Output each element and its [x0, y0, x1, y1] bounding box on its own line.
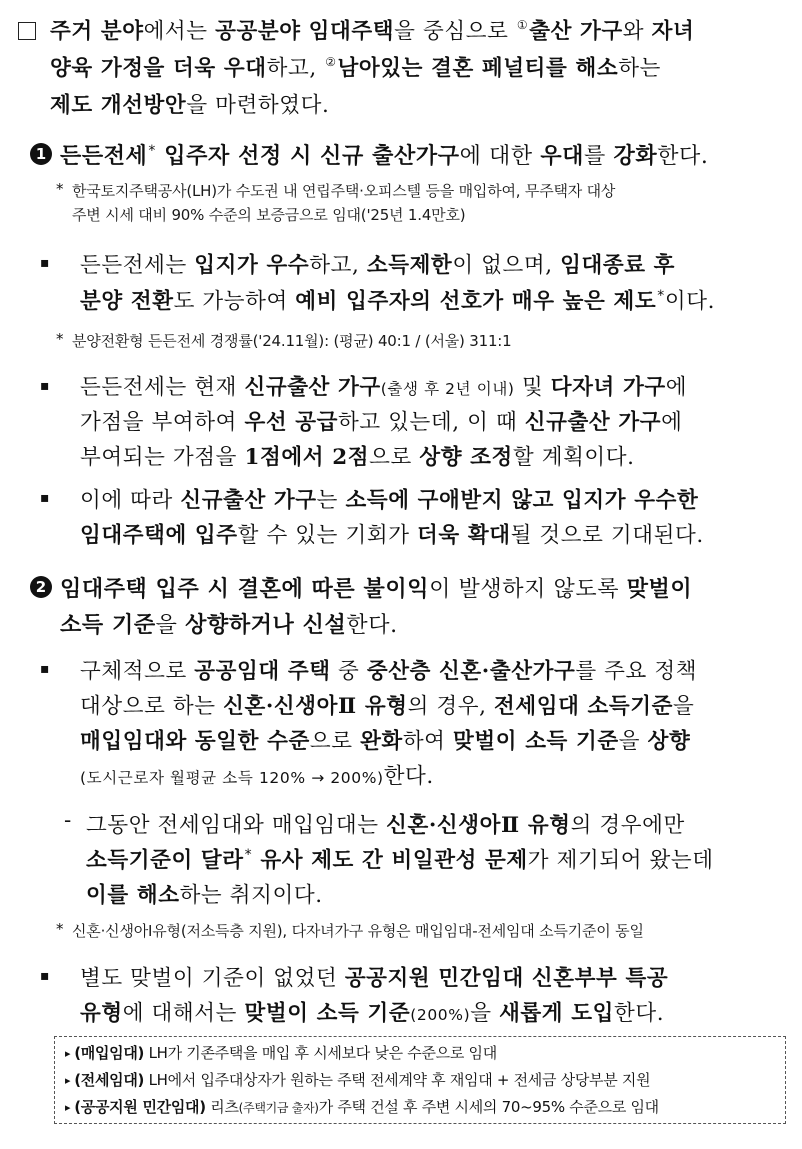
section-1-number: 1	[30, 143, 52, 165]
note-income-standard: 신혼·신생아Ⅰ유형(저소득층 지원), 다자녀가구 유형은 매입임대-전세임대 소득기준이 동일	[72, 922, 644, 940]
dash-mark: -	[64, 808, 72, 833]
s2-b1-line-3: 매입임대와 동일한 수준으로 완화하여 맞벌이 소득 기준을 상향	[80, 729, 691, 754]
s1-b2-line-2: 가점을 부여하여 우선 공급하고 있는데, 이 때 신규출산 가구에	[80, 410, 683, 435]
triangle-bullet-icon: ▸	[65, 1074, 71, 1087]
s2-dash-line-1: 그동안 전세임대와 매입임대는 신혼·신생아Ⅱ 유형의 경우에만	[86, 813, 685, 838]
bullet-icon: ▪	[40, 968, 50, 984]
s2-dash-line-3: 이를 해소하는 취지이다.	[86, 883, 323, 908]
s2-b1-line-4: (도시근로자 월평균 소득 120% → 200%)한다.	[80, 764, 434, 789]
note-asterisk: *	[56, 920, 64, 938]
s2-dash-line-2: 소득기준이 달라* 유사 제도 간 비일관성 문제가 제기되어 왔는데	[86, 847, 714, 873]
note-lh-line-2: 주변 시세 대비 90% 수준의 보증금으로 임대('25년 1.4만호)	[72, 206, 466, 224]
triangle-bullet-icon: ▸	[65, 1101, 71, 1114]
s1-b3-line-2: 임대주택에 입주할 수 있는 기회가 더욱 확대될 것으로 기대된다.	[80, 523, 704, 548]
definitions-box	[54, 1036, 786, 1124]
note-competition: 분양전환형 든든전세 경쟁률('24.11월): (평균) 40:1 / (서울) 311:1	[72, 332, 512, 350]
definition-row-private-lease: ▸ (공공지원 민간임대) 리츠(주택기금 출자)가 주택 건설 후 주변 시세의 70~95% 수준으로 임대	[65, 1098, 659, 1116]
definition-row-purchase-lease: ▸ (매입임대) LH가 기존주택을 매입 후 시세보다 낮은 수준으로 임대	[65, 1044, 497, 1062]
checkbox-icon	[18, 22, 36, 40]
s2-b1-line-1: 구체적으로 공공임대 주택 중 중산층 신혼·출산가구를 주요 정책	[80, 659, 698, 684]
section-2-number: 2	[30, 576, 52, 598]
section-2-heading-line-1: 임대주택 입주 시 결혼에 따른 불이익이 발생하지 않도록 맞벌이	[60, 576, 693, 602]
triangle-bullet-icon: ▸	[65, 1047, 71, 1060]
note-asterisk: *	[56, 330, 64, 348]
note-asterisk: *	[56, 180, 64, 198]
bullet-icon: ▪	[40, 378, 50, 394]
s2-b1-line-2: 대상으로 하는 신혼·신생아Ⅱ 유형의 경우, 전세임대 소득기준을	[80, 694, 695, 719]
section-1-heading: 든든전세* 입주자 선정 시 신규 출산가구에 대한 우대를 강화한다.	[60, 143, 709, 169]
s1-b3-line-1: 이에 따라 신규출산 가구는 소득에 구애받지 않고 입지가 우수한	[80, 488, 699, 513]
s2-b2-line-2: 유형에 대해서는 맞벌이 소득 기준(200%)을 새롭게 도입한다.	[80, 1001, 665, 1026]
note-lh-line-1: 한국토지주택공사(LH)가 수도권 내 연립주택·오피스텔 등을 매입하여, 무주택자 대상	[72, 182, 616, 200]
s2-b2-line-1: 별도 맞벌이 기준이 없었던 공공지원 민간임대 신혼부부 특공	[80, 966, 669, 991]
s1-b1-line-2: 분양 전환도 가능하여 예비 입주자의 선호가 매우 높은 제도*이다.	[80, 288, 716, 314]
intro-line-2: 양육 가정을 더욱 우대하고, ②남아있는 결혼 페널티를 해소하는	[50, 55, 661, 81]
definition-row-jeonse-lease: ▸ (전세임대) LH에서 입주대상자가 원하는 주택 전세계약 후 재임대 + 전세금 상당부분 지원	[65, 1071, 651, 1089]
section-2-heading-line-2: 소득 기준을 상향하거나 신설한다.	[60, 612, 398, 638]
intro-line-1: 주거 분야에서는 공공분야 임대주택을 중심으로 ①출산 가구와 자녀	[50, 18, 695, 44]
bullet-icon: ▪	[40, 255, 50, 271]
bullet-icon: ▪	[40, 661, 50, 677]
bullet-icon: ▪	[40, 490, 50, 506]
intro-line-3: 제도 개선방안을 마련하였다.	[50, 93, 330, 118]
s1-b2-line-3: 부여되는 가점을 1점에서 2점으로 상향 조정할 계획이다.	[80, 445, 635, 470]
s1-b1-line-1: 든든전세는 입지가 우수하고, 소득제한이 없으며, 임대종료 후	[80, 253, 676, 278]
s1-b2-line-1: 든든전세는 현재 신규출산 가구(출생 후 2년 이내) 및 다자녀 가구에	[80, 375, 688, 400]
